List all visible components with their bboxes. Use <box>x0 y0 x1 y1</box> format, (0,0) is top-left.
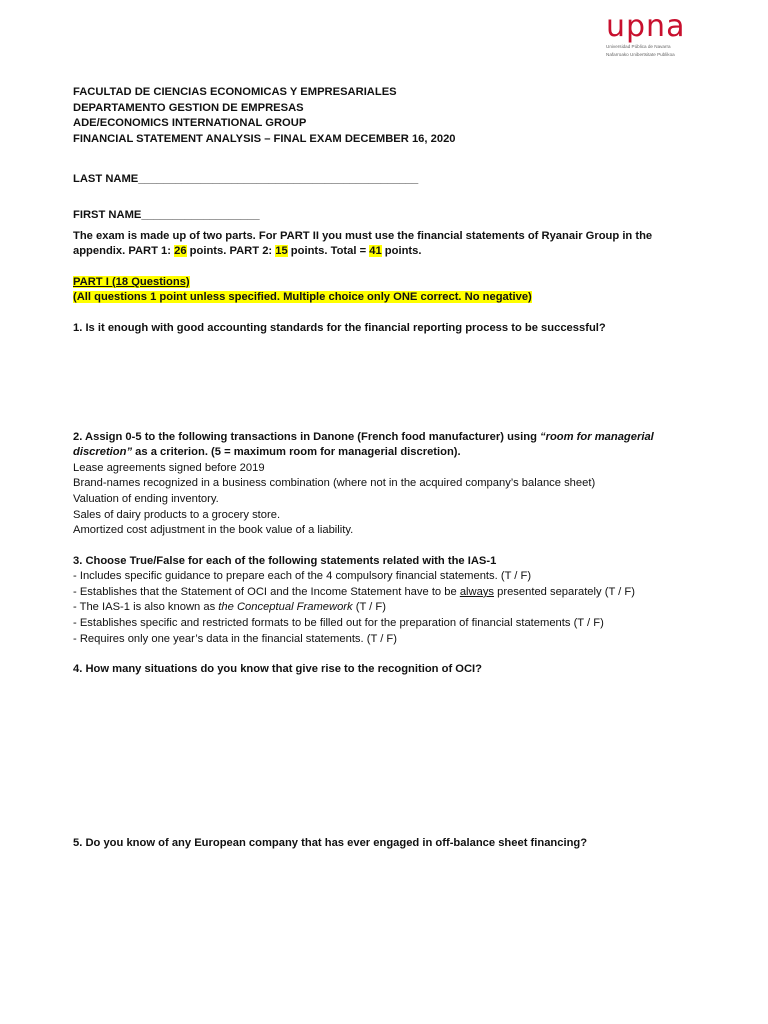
intro-text: points. Total = <box>287 245 370 258</box>
part1-title-text: PART I (18 Questions) <box>73 275 190 288</box>
q3-statement-3 <box>73 600 703 616</box>
intro-text: appendix. PART 1: <box>73 245 175 258</box>
q3-text: (T / F) <box>352 601 386 614</box>
last-name-field[interactable]: LAST NAME_____________________________________________ <box>73 173 419 186</box>
q2-item-3: Valuation of ending inventory. <box>73 492 219 505</box>
q3-text: - Establishes that the Statement of OCI and the Income Statement have to be <box>73 585 460 598</box>
q3-statement-4: - Establishes specific and restricted formats to be filled out for the preparation of financial statements (T / F) <box>73 617 604 630</box>
q3-statement-2 <box>73 585 703 601</box>
exam-document <box>73 85 703 851</box>
header-faculty: FACULTAD DE CIENCIAS ECONOMICAS Y EMPRESARIALES <box>73 86 397 98</box>
part2-points: 15 <box>275 245 288 258</box>
question-3: 3. Choose True/False for each of the following statements related with the IAS-1 <box>73 554 497 567</box>
part1-note <box>73 290 703 306</box>
logo-wordmark: upna <box>606 9 686 44</box>
q2-text: as a criterion. (5 = maximum room for managerial discretion). <box>132 446 461 459</box>
q2-italic: “room for managerial <box>540 430 654 443</box>
q2-item-4: Sales of dairy products to a grocery store. <box>73 508 281 521</box>
q3-text: presented separately (T / F) <box>494 585 635 598</box>
q3-statement-1: - Includes specific guidance to prepare each of the 4 compulsory financial statements. (T / F) <box>73 570 532 583</box>
intro-text: points. PART 2: <box>186 245 276 258</box>
answer-space-1[interactable] <box>73 337 703 430</box>
intro-text: points. <box>381 245 422 258</box>
university-logo <box>606 9 696 57</box>
question-2-line-2 <box>73 445 703 461</box>
q3-statement-5: - Requires only one year’s data in the financial statements. (T / F) <box>73 632 397 645</box>
first-name-field[interactable]: FIRST NAME___________________ <box>73 208 260 221</box>
part1-points: 26 <box>174 245 187 258</box>
part1-note-text: (All questions 1 point unless specified. Multiple choice only ONE correct. No negative) <box>73 291 532 304</box>
q3-text: - The IAS-1 is also known as <box>73 601 219 614</box>
q2-item-2: Brand-names recognized in a business combination (where not in the acquired company’s balance sheet) <box>73 477 596 490</box>
total-points: 41 <box>369 245 382 258</box>
question-4: 4. How many situations do you know that give rise to the recognition of OCI? <box>73 663 482 676</box>
header-department: DEPARTAMENTO GESTION DE EMPRESAS <box>73 101 304 114</box>
answer-space-4[interactable] <box>73 678 703 836</box>
header-group: ADE/ECONOMICS INTERNATIONAL GROUP <box>73 117 307 130</box>
part1-title <box>73 275 703 291</box>
header-exam-title: FINANCIAL STATEMENT ANALYSIS – FINAL EXAM DECEMBER 16, 2020 <box>73 132 456 145</box>
q2-item-5: Amortized cost adjustment in the book value of a liability. <box>73 524 354 537</box>
logo-subtitle-1: Universidad Pública de Navarra <box>606 44 671 49</box>
intro-line-2 <box>73 244 703 260</box>
question-2-line-1 <box>73 430 703 446</box>
logo-subtitle-2: Nafarroako Unibertsitate Publikoa <box>606 51 675 57</box>
q2-italic: discretion” <box>73 446 133 459</box>
q2-text: 2. Assign 0-5 to the following transactions in Danone (French food manufacturer) using <box>73 430 541 443</box>
q2-item-1: Lease agreements signed before 2019 <box>73 461 265 474</box>
q3-italic: the Conceptual Framework <box>218 601 353 614</box>
question-5: 5. Do you know of any European company that has ever engaged in off-balance sheet financing? <box>73 836 588 849</box>
intro-line-1: The exam is made up of two parts. For PART II you must use the financial statements of Ryanair Group in the <box>73 229 653 242</box>
q3-underlined: always <box>459 585 495 598</box>
question-1: 1. Is it enough with good accounting standards for the financial reporting process to be successful? <box>73 321 606 334</box>
